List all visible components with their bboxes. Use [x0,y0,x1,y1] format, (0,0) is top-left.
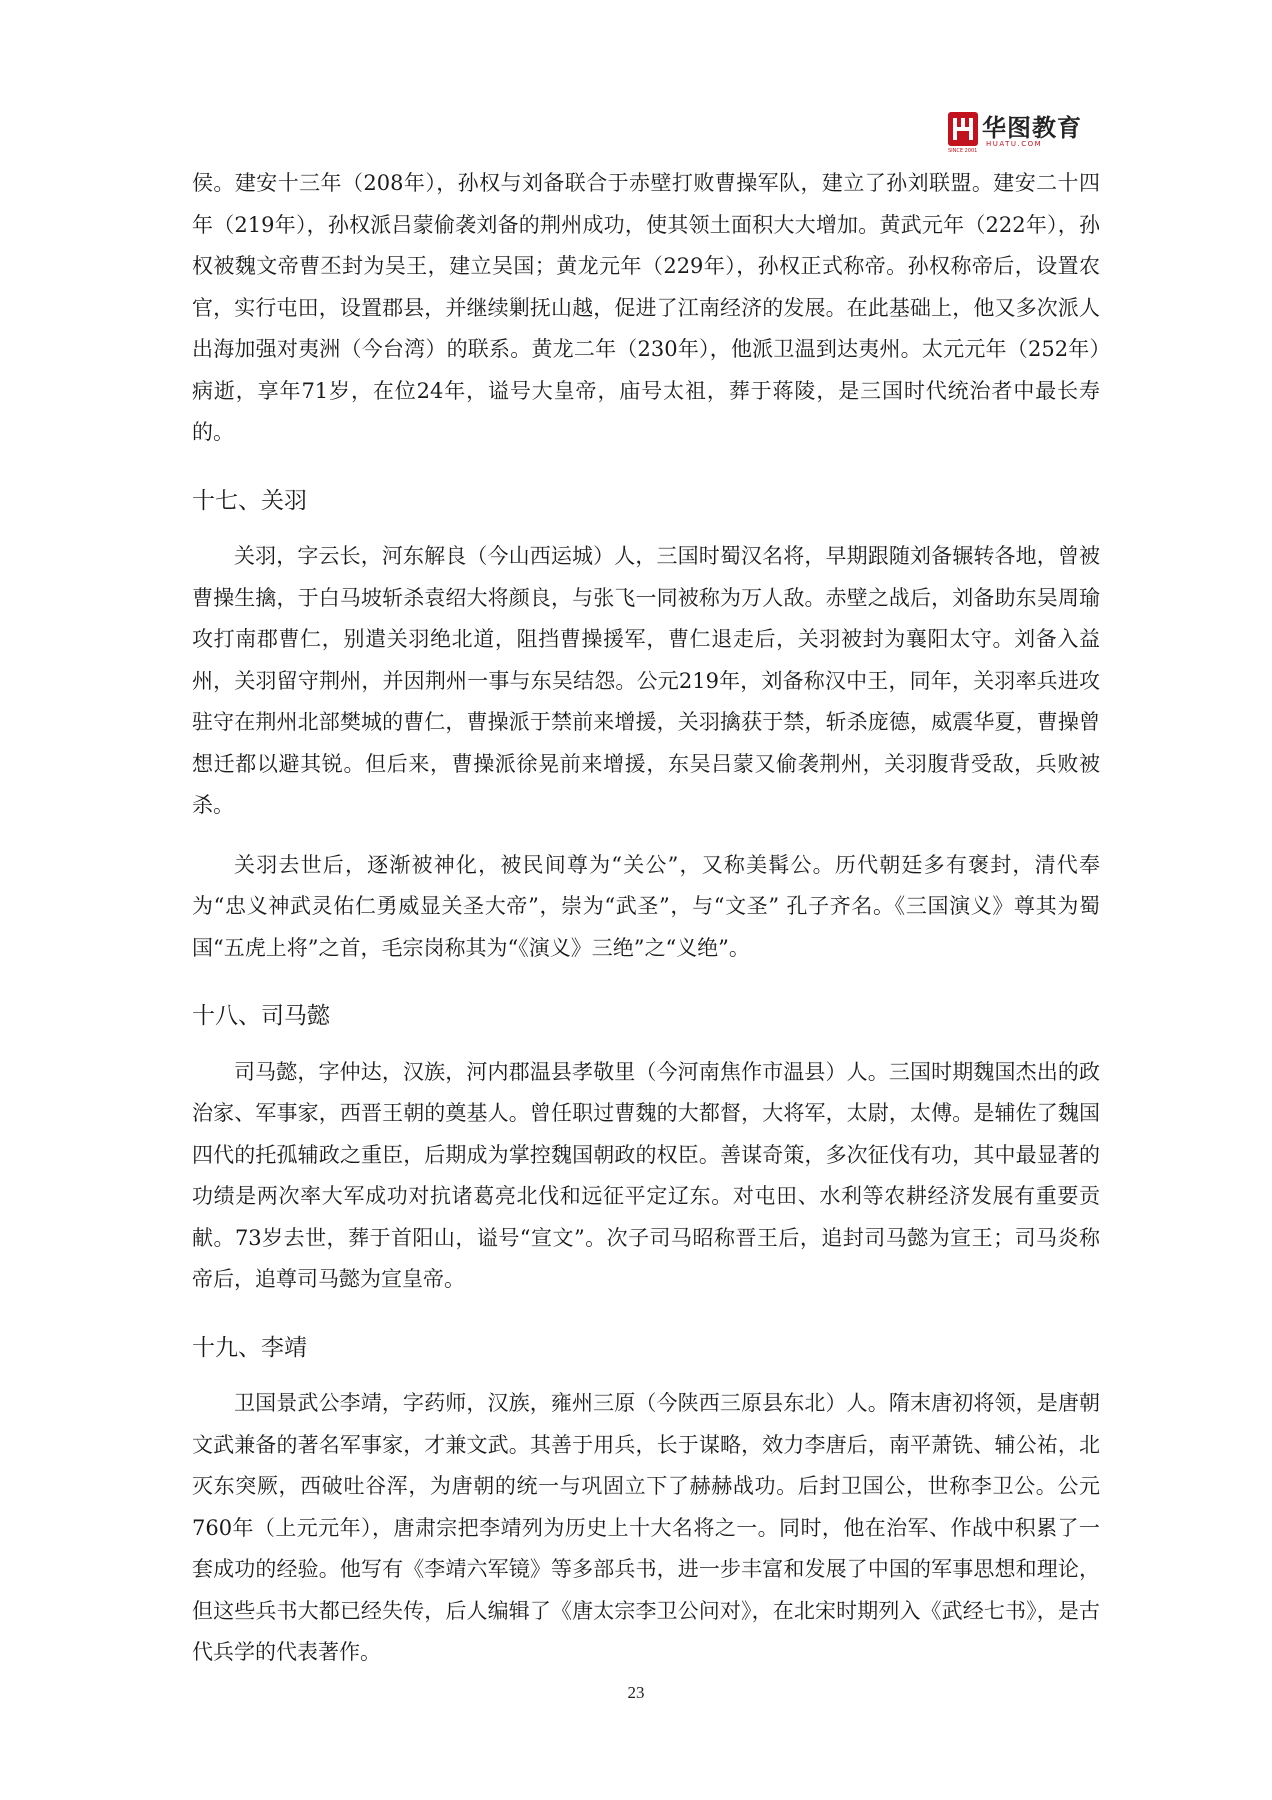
heading-simayi: 十八、司马懿 [192,1003,330,1029]
document-body [192,163,1100,1674]
paragraph-sunquan-continued: 侯。建安十三年（208年），孙权与刘备联合于赤壁打败曹操军队，建立了孙刘联盟。建安二十四年（219年），孙权派吕蒙偷袭刘备的荆州成功，使其领土面积大大增加。黄武元年（222年），孙权被魏文帝曹丕封为吴王，建立吴国；黄龙元年（229年），孙权正式称帝。孙权称帝后，设置农官，实行屯田，设置郡县，并继续剿抚山越，促进了江南经济的发展。在此基础上，他又多次派人出海加强对夷洲（今台湾）的联系。黄龙二年（230年），他派卫温到达夷州。太元元年（252年）病逝，享年71岁，在位24年，谥号大皇帝，庙号太祖，葬于蒋陵，是三国时代统治者中最长寿的。 [192,171,1100,444]
logo-name: 华图教育 [982,114,1082,142]
paragraph-guanyu-1: 关羽，字云长，河东解良（今山西运城）人，三国时蜀汉名将，早期跟随刘备辗转各地，曾被曹操生擒，于白马坡斩杀袁绍大将颜良，与张飞一同被称为万人敌。赤壁之战后，刘备助东吴周瑜攻打南郡曹仁，别遣关羽绝北道，阻挡曹操援军，曹仁退走后，关羽被封为襄阳太守。刘备入益州，关羽留守荆州，并因荆州一事与东吴结怨。公元219年，刘备称汉中王，同年，关羽率兵进攻驻守在荆州北部樊城的曹仁，曹操派于禁前来增援，关羽擒获于禁，斩杀庞德，威震华夏，曹操曾想迁都以避其锐。但后来，曹操派徐晃前来增援，东吴吕蒙又偷袭荆州，关羽腹背受敌，兵败被杀。 [192,544,1100,817]
logo-since: SINCE 2001 [948,148,978,154]
paragraph-lijing: 卫国景武公李靖，字药师，汉族，雍州三原（今陕西三原县东北）人。隋末唐初将领，是唐朝文武兼备的著名军事家，才兼文武。其善于用兵，长于谋略，效力李唐后，南平萧铣、辅公祐，北灭东突厥，西破吐谷浑，为唐朝的统一与巩固立下了赫赫战功。后封卫国公，世称李卫公。公元760年（上元元年），唐肃宗把李靖列为历史上十大名将之一。同时，他在治军、作战中积累了一套成功的经验。他写有《李靖六军镜》等多部兵书，进一步丰富和发展了中国的军事思想和理论，但这些兵书大都已经失传，后人编辑了《唐太宗李卫公问对》，在北宋时期列入《武经七书》，是古代兵学的代表著作。 [192,1391,1100,1664]
logo-domain: HUATU.COM [986,140,1043,148]
huatu-logo [948,108,1088,156]
page-number: 23 [627,1683,645,1702]
heading-lijing: 十九、李靖 [192,1334,307,1361]
heading-guanyu: 十七、关羽 [192,487,307,514]
paragraph-guanyu-2: 关羽去世后，逐渐被神化，被民间尊为“关公”，又称美髯公。历代朝廷多有褒封，清代奉为“忠义神武灵佑仁勇威显关圣大帝”，崇为“武圣”，与“文圣” 孔子齐名。《三国演义》尊其为蜀国“五虎上将”之首，毛宗岗称其为“《演义》三绝”之“义绝”。 [192,852,1100,960]
paragraph-simayi: 司马懿，字仲达，汉族，河内郡温县孝敬里（今河南焦作市温县）人。三国时期魏国杰出的政治家、军事家，西晋王朝的奠基人。曾任职过曹魏的大都督，大将军，太尉，太傅。是辅佐了魏国四代的托孤辅政之重臣，后期成为掌控魏国朝政的权臣。善谋奇策，多次征伐有功，其中最显著的功绩是两次率大军成功对抗诸葛亮北伐和远征平定辽东。对屯田、水利等农耕经济发展有重要贡献。73岁去世，葬于首阳山，谥号“宣文”。次子司马昭称晋王后，追封司马懿为宣王；司马炎称帝后，追尊司马懿为宣皇帝。 [192,1059,1100,1291]
huatu-logo-icon [948,112,978,146]
